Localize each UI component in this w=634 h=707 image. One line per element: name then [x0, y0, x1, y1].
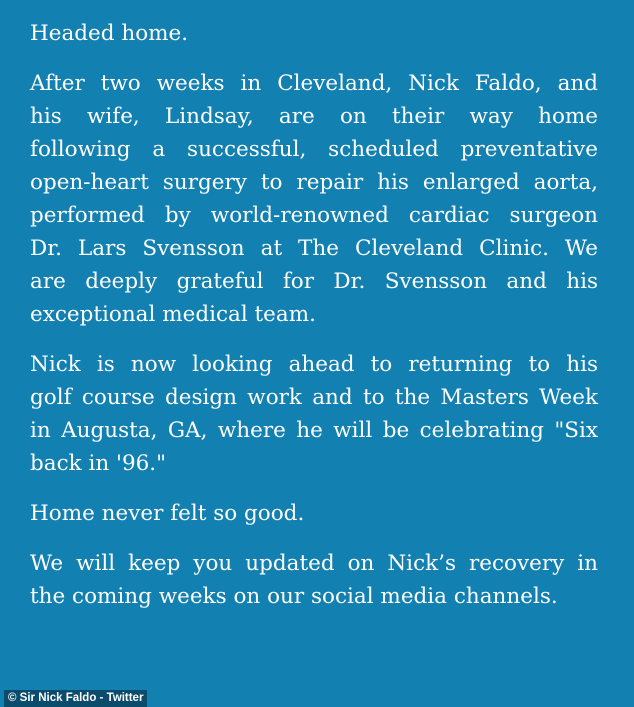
paragraph	[30, 348, 598, 480]
paragraph	[30, 67, 598, 331]
image-credit: © Sir Nick Faldo - Twitter	[4, 690, 147, 707]
text-line: After two weeks in Cleveland, Nick Faldo, and	[30, 71, 598, 96]
text-line: back in '96."	[30, 451, 167, 476]
text-line: open-heart surgery to repair his enlarged aorta,	[30, 170, 598, 195]
text-line: are deeply grateful for Dr. Svensson and his	[30, 269, 598, 294]
text-line: his wife, Lindsay, are on their way home	[30, 104, 598, 129]
statement-text	[30, 17, 598, 630]
text-line: in Augusta, GA, where he will be celebrating "Six	[30, 418, 598, 443]
text-line: the coming weeks on our social media channels.	[30, 584, 558, 609]
text-line: exceptional medical team.	[30, 302, 316, 327]
text-line: performed by world-renowned cardiac surgeon	[30, 203, 598, 228]
text-line: Nick is now looking ahead to returning to his	[30, 352, 598, 377]
paragraph	[30, 547, 598, 613]
text-line: Headed home.	[30, 21, 189, 46]
paragraph	[30, 497, 598, 530]
text-line: Dr. Lars Svensson at The Cleveland Clinic. We	[30, 236, 598, 261]
paragraph	[30, 17, 598, 50]
text-line: Home never felt so good.	[30, 501, 305, 526]
text-line: following a successful, scheduled preventative	[30, 137, 598, 162]
text-line: We will keep you updated on Nick’s recovery in	[30, 551, 598, 576]
text-line: golf course design work and to the Masters Week	[30, 385, 598, 410]
